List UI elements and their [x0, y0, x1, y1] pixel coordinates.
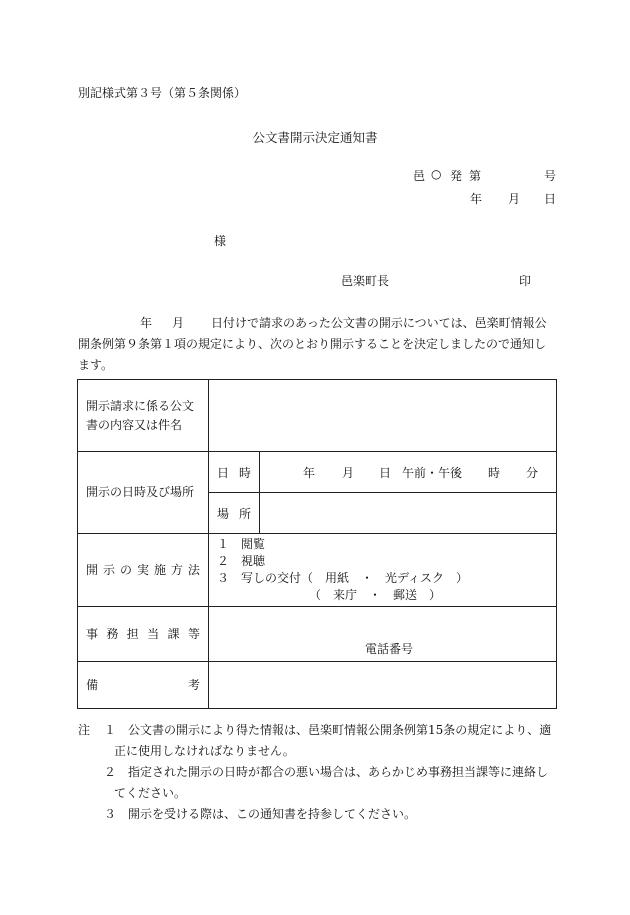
place-sub-label	[209, 493, 260, 534]
datetime-place-label: 開示の日時及び場所	[78, 452, 209, 534]
note-3-line-1: 開示を受ける際は、この通知書を持参してください。	[128, 807, 417, 821]
note-num: １	[104, 723, 117, 737]
dt-minute: 分	[526, 466, 539, 480]
remarks-label-ch-2: 考	[187, 677, 200, 692]
note-2-line-1: 指定された開示の日時が都合の悪い場合は、あらかじめ事務担当課等に連絡し	[128, 765, 549, 779]
body-line-2: 開条例第９条第１項の規定により、次のとおり開示することを決定しましたので通知し	[78, 337, 547, 351]
datetime-sub-2: 時	[238, 465, 251, 480]
notes	[78, 720, 558, 825]
datetime-sub-label	[209, 452, 260, 493]
body-paragraph	[78, 313, 556, 376]
note-1-line-2: 正に使用しなければなりません。	[114, 744, 295, 758]
dept-label-ch-4: 当	[147, 626, 160, 641]
dept-label-ch-5: 課	[167, 626, 180, 641]
datetime-sub-1: 日	[217, 465, 230, 480]
method-option-2: ２ 視聴	[217, 554, 266, 568]
method-label-ch-6: 方	[170, 562, 183, 577]
request-content-cell[interactable]	[209, 380, 557, 452]
dt-day: 日	[379, 466, 392, 480]
dept-label-ch-3: 担	[126, 626, 139, 641]
datetime-value-cell[interactable]	[260, 452, 557, 493]
place-value-cell[interactable]	[260, 493, 557, 534]
request-label-line-1: 開示請求に係る公文	[86, 398, 195, 413]
place-sub-1: 場	[217, 506, 230, 521]
issue-circle: ○	[431, 167, 442, 181]
remarks-label	[78, 662, 209, 709]
info-table	[77, 379, 557, 709]
issue-date-month: 月	[508, 192, 521, 206]
issue-date-year: 年	[470, 192, 483, 206]
method-label-ch-4: 実	[136, 562, 149, 577]
method-label-ch-1: 開	[86, 562, 99, 577]
body-line-3: ます。	[78, 358, 114, 372]
remarks-label-ch-1: 備	[86, 677, 99, 692]
dt-ampm: 午前・午後	[402, 466, 463, 480]
phone-label: 電話番号	[365, 642, 414, 656]
method-label-ch-7: 法	[187, 562, 200, 577]
request-label-line-2: 書の内容又は件名	[86, 417, 183, 432]
seal-mark: 印	[519, 274, 532, 288]
dept-label-ch-2: 務	[106, 626, 119, 641]
form-number: 別記様式第３号（第５条関係）	[78, 86, 247, 100]
method-option-1: １ 閲覧	[217, 537, 266, 551]
document-title: 公文書開示決定通知書	[252, 130, 378, 145]
method-option-3: ３ 写しの交付（ 用紙 ・ 光ディスク ）	[217, 571, 469, 585]
method-options	[209, 534, 557, 607]
method-label	[78, 534, 209, 607]
body-line-1	[78, 313, 556, 334]
dt-year: 年	[303, 466, 316, 480]
note-item	[78, 720, 558, 741]
issue-prefix: 邑	[413, 169, 426, 183]
method-option-4: （ 来庁 ・ 郵送 ）	[309, 588, 442, 602]
dept-label	[78, 607, 209, 662]
method-label-ch-2: 示	[102, 562, 115, 577]
remarks-value-cell[interactable]	[209, 662, 557, 709]
dept-value-cell[interactable]	[209, 607, 557, 662]
request-label	[78, 380, 209, 452]
issue-go: 号	[544, 169, 557, 183]
issue-hatsu: 発	[450, 169, 463, 183]
dept-label-ch-1: 事	[86, 626, 99, 641]
note-1-line-1: 公文書の開示により得た情報は、邑楽町情報公開条例第15条の規定により、適	[128, 723, 552, 737]
issue-date-day: 日	[544, 192, 557, 206]
dt-month: 月	[342, 466, 355, 480]
addressee-suffix: 様	[214, 234, 227, 248]
method-label-ch-5: 施	[153, 562, 166, 577]
method-label-ch-3: の	[119, 562, 132, 577]
sender-title: 邑楽町長	[341, 274, 390, 288]
notes-head: 注	[78, 723, 91, 737]
body-month: 月	[172, 316, 185, 330]
place-sub-2: 所	[238, 506, 251, 521]
note-text	[128, 720, 558, 741]
issue-dai: 第	[469, 169, 482, 183]
note-2-line-2: てください。	[114, 786, 187, 800]
body-year: 年	[140, 316, 153, 330]
note-num: ３	[104, 807, 117, 821]
note-item	[78, 762, 558, 783]
note-num: ２	[104, 765, 117, 779]
dt-hour: 時	[488, 466, 501, 480]
dept-label-ch-6: 等	[187, 626, 200, 641]
body-line-1-text: 日付けで請求のあった公文書の開示については、邑楽町情報公	[211, 316, 547, 330]
note-item	[78, 804, 558, 825]
